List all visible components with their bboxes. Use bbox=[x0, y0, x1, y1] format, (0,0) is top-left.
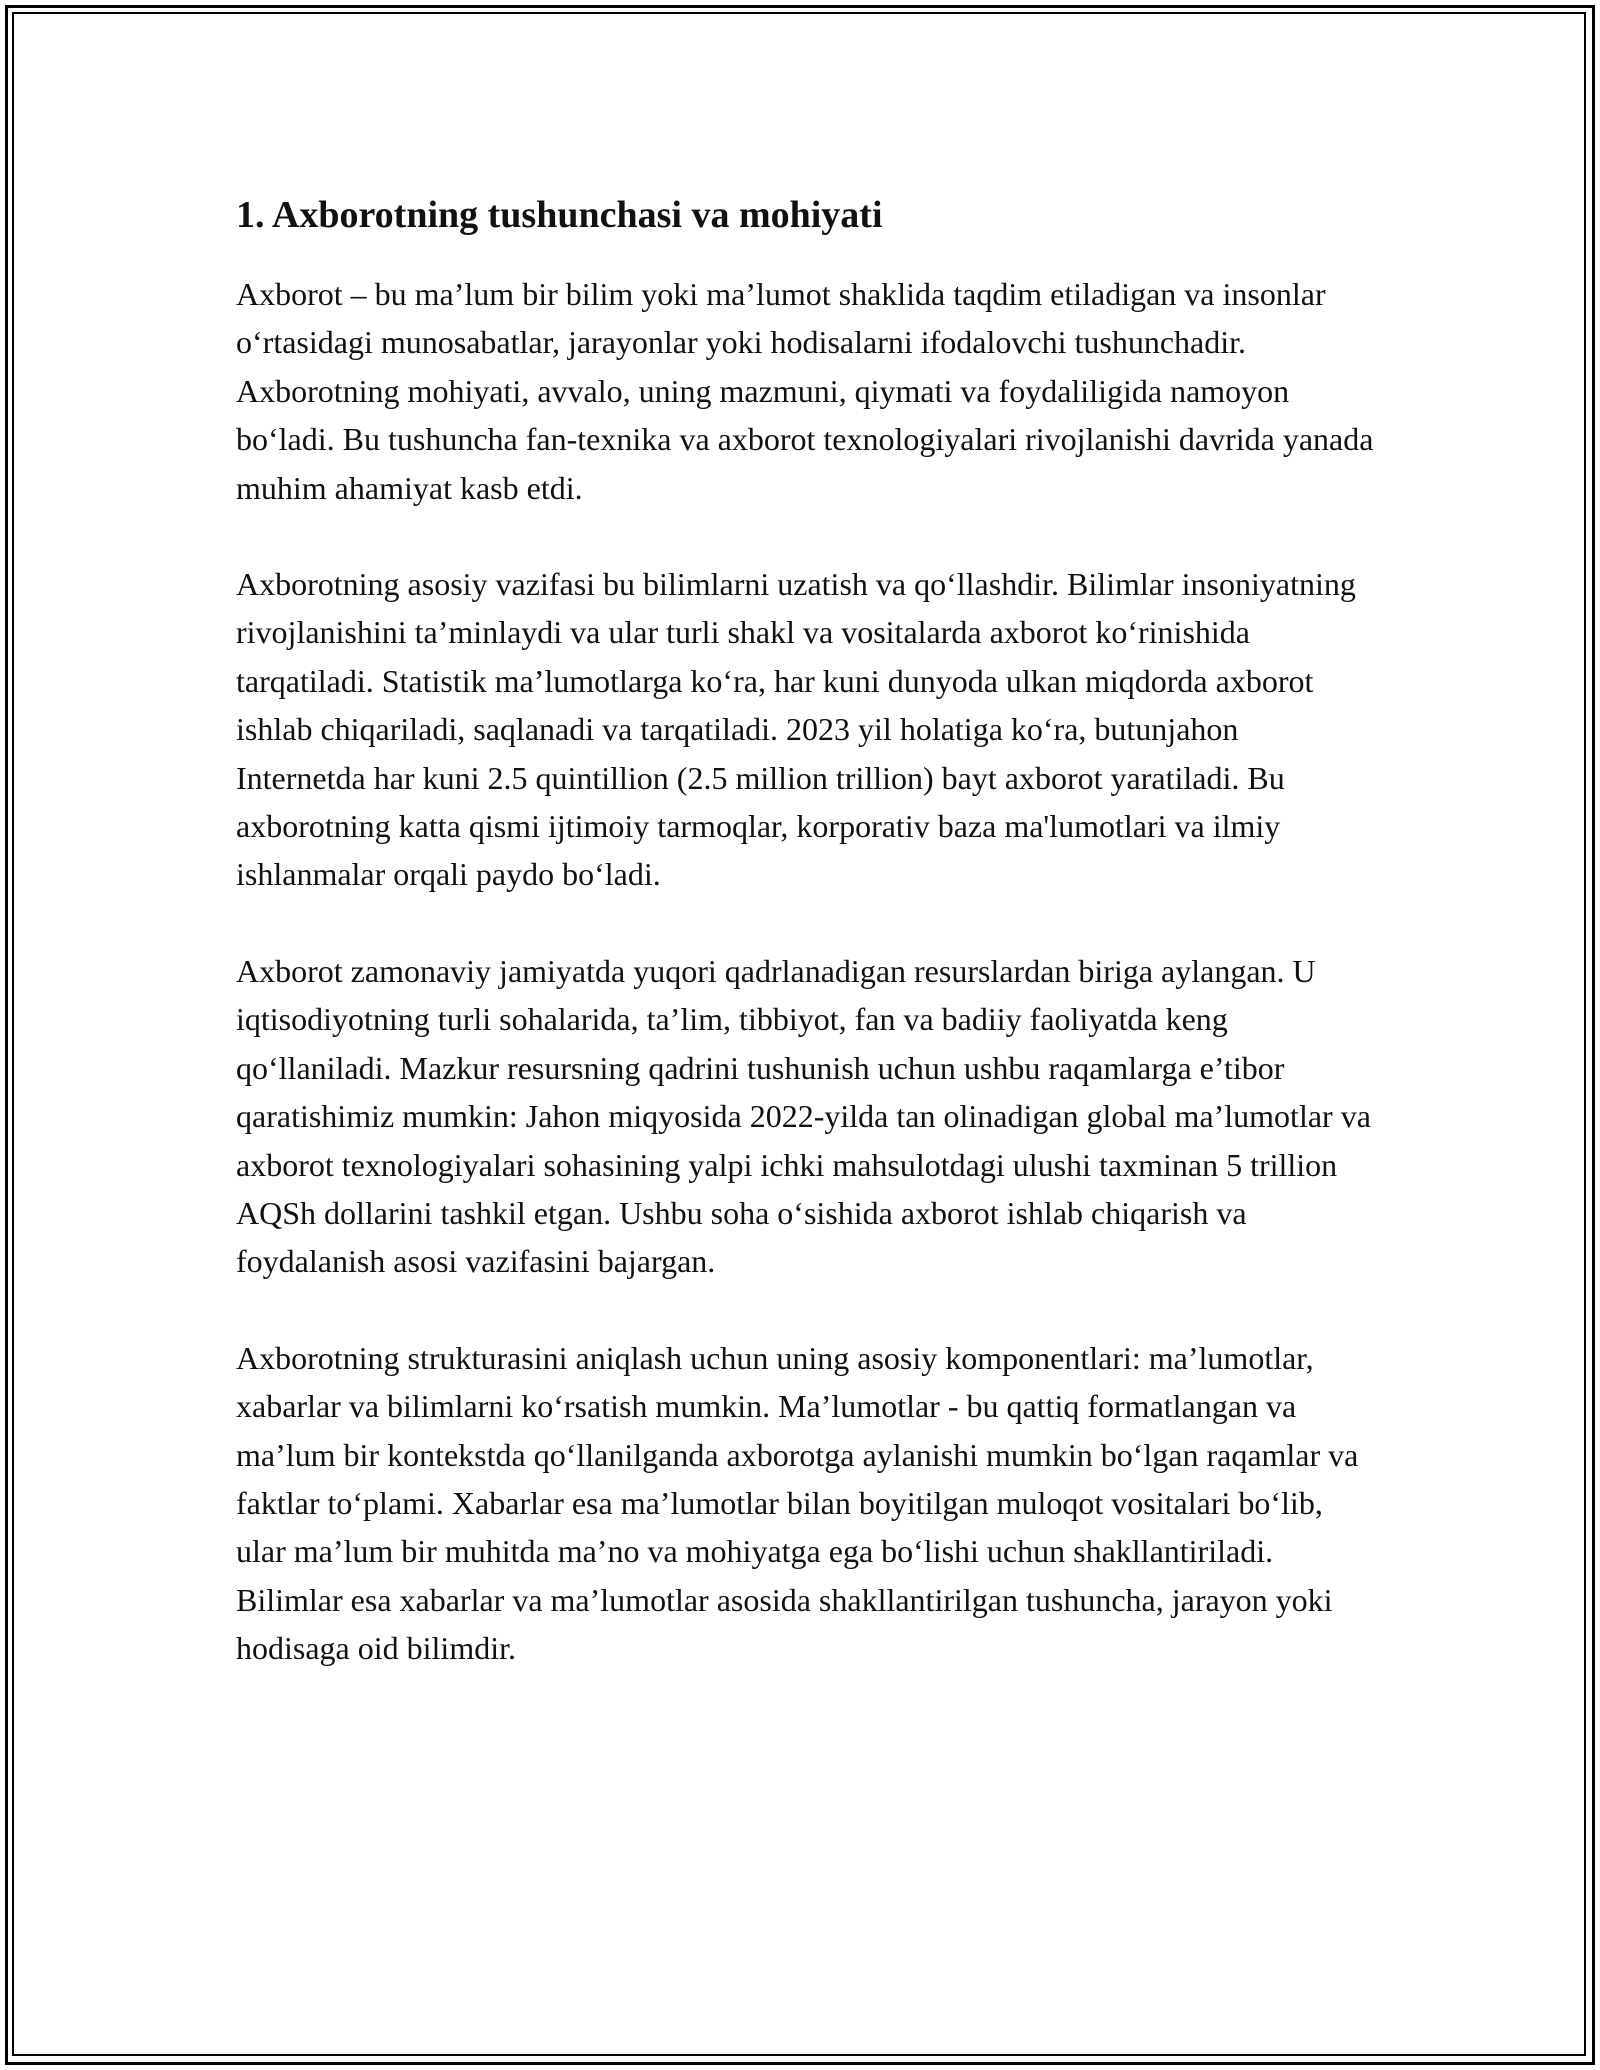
section-title: 1. Axborotning tushunchasi va mohiyati bbox=[236, 194, 883, 236]
document-body bbox=[236, 190, 1376, 1721]
paragraph-4: Axborotning strukturasini aniqlash uchun uning asosiy komponentlari: ma’lumotlar, xabarlar va bilimlarni ko‘rsatish mumkin. Ma’lumotlar - bu qattiq formatlangan va ma’lum bir kontekstda qo‘llanilganda axborotga aylanishi mumkin bo‘lgan raqamlar va faktlar to‘plami. Xabarlar esa ma’lumotlar bilan boyitilgan muloqot vositalari bo‘lib, ular ma’lum bir muhitda ma’no va mohiyatga ega bo‘lishi uchun shakllantiriladi. Bilimlar esa xabarlar va ma’lumotlar asosida shakllantirilgan tushuncha, jarayon yoki hodisaga oid bilimdir. bbox=[236, 1339, 1359, 1667]
paragraph-3: Axborot zamonaviy jamiyatda yuqori qadrlanadigan resurslardan biriga aylangan. U iqtisodiyotning turli sohalarida, ta’lim, tibbiyot, fan va badiiy faoliyatda keng qo‘llaniladi. Mazkur resursning qadrini tushunish uchun ushbu raqamlarga e’tibor qaratishimiz mumkin: Jahon miqyosida 2022-yilda tan olinadigan global ma’lumotlar va axborot texnologiyalari sohasining yalpi ichki mahsulotdagi ulushi taxminan 5 trillion AQSh dollarini tashkil etgan. Ushbu soha o‘sishida axborot ishlab chiqarish va foydalanish asosi vazifasini bajargan. bbox=[236, 952, 1371, 1280]
paragraph-2: Axborotning asosiy vazifasi bu bilimlarni uzatish va qo‘llashdir. Bilimlar insoniyatning rivojlanishini ta’minlaydi va ular turli shakl va vositalarda axborot ko‘rinishida tarqatiladi. Statistik ma’lumotlarga ko‘ra, har kuni dunyoda ulkan miqdorda axborot ishlab chiqariladi, saqlanadi va tarqatiladi. 2023 yil holatiga ko‘ra, butunjahon Internetda har kuni 2.5 quintillion (2.5 million trillion) bayt axborot yaratiladi. Bu axborotning katta qismi ijtimoiy tarmoqlar, korporativ baza ma'lumotlari va ilmiy ishlanmalar orqali paydo bo‘ladi. bbox=[236, 566, 1356, 893]
paragraph-1: Axborot – bu ma’lum bir bilim yoki ma’lumot shaklida taqdim etiladigan va insonlar o‘rtasidagi munosabatlar, jarayonlar yoki hodisalarni ifodalovchi tushunchadir. Axborotning mohiyati, avvalo, uning mazmuni, qiymati va foydaliligida namoyon bo‘ladi. Bu tushuncha fan-texnika va axborot texnologiyalari rivojlanishi davrida yanada muhim ahamiyat kasb etdi. bbox=[236, 276, 1374, 506]
